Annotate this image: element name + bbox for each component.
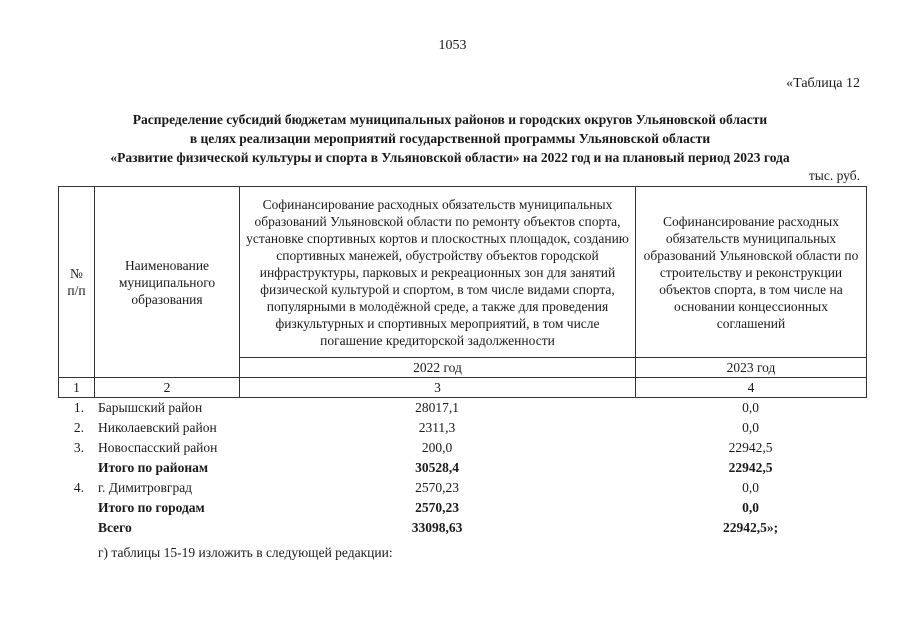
row-number	[58, 458, 94, 478]
subtotal-row-districts	[58, 458, 866, 478]
header-col-2022: Софинансирование расходных обязательств муниципальных образований Ульяновской области по ремонту объектов спорта, установке спортивных кортов и плоскостных площадок, созданию спортивных манежей, обустройству объектов городской инфраструктуры, парковых и рекреационных зон для занятий физической культурой и спортом, в том числе видами спорта, популярными в молодёжной среде, а также для проведения физкультурных и спортивных мероприятий, в том числе погашение кредиторской задолженности	[240, 187, 636, 358]
table-row	[58, 478, 866, 498]
row-value-2023: 0,0	[742, 420, 759, 435]
row-name: Всего	[98, 520, 132, 535]
row-number: 2.	[73, 420, 84, 435]
row-number: 4.	[73, 480, 84, 495]
row-value-2023: 22942,5	[728, 440, 773, 455]
row-value-2022: 30528,4	[415, 460, 459, 475]
table-reference: «Таблица 12	[786, 76, 860, 91]
subtotal-row-cities	[58, 498, 866, 518]
row-value-2022: 33098,63	[411, 520, 463, 535]
row-value-2022: 28017,1	[415, 400, 459, 415]
header-col-num: № п/п	[59, 187, 95, 378]
table-row	[58, 398, 866, 418]
title-line-1: Распределение субсидий бюджетам муниципальных районов и городских округов Ульяновской области	[132, 112, 768, 127]
index-2: 2	[95, 378, 240, 398]
row-value-2023: 22942,5	[728, 460, 773, 475]
table-header	[58, 186, 867, 398]
table-body	[58, 398, 866, 538]
row-number	[58, 498, 94, 518]
row-value-2023: 0,0	[742, 500, 759, 515]
year-2022: 2022 год	[240, 358, 636, 378]
table-row	[58, 438, 866, 458]
row-value-2022: 2311,3	[418, 420, 456, 435]
document-title	[60, 110, 840, 167]
index-4: 4	[636, 378, 867, 398]
row-name: Николаевский район	[98, 420, 217, 435]
row-value-2022: 200,0	[421, 440, 453, 455]
index-1: 1	[59, 378, 95, 398]
row-name: Итого по городам	[98, 500, 205, 515]
page-number: 1053	[438, 38, 467, 53]
row-name: Итого по районам	[98, 460, 209, 475]
row-name: Барышский район	[98, 400, 203, 415]
index-row	[59, 378, 867, 398]
title-line-3: «Развитие физической культуры и спорта в Ульяновской области» на 2022 год и на плановый период 2023 года	[110, 150, 790, 165]
row-value-2022: 2570,23	[415, 480, 459, 495]
row-number: 1.	[73, 400, 84, 415]
row-name: Новоспасский район	[98, 440, 218, 455]
header-col-2023: Софинансирование расходных обязательств муниципальных образований Ульяновской области по строительству и реконструкции объектов спорта, в том числе на основании концессионных соглашений	[636, 187, 867, 358]
row-number	[58, 518, 94, 538]
row-value-2022: 2570,23	[415, 500, 459, 515]
header-col-name: Наименование муниципального образования	[95, 187, 240, 378]
row-value-2023: 0,0	[742, 400, 759, 415]
year-2023: 2023 год	[636, 358, 867, 378]
units-label: тыс. руб.	[808, 168, 860, 183]
header-row	[59, 187, 867, 358]
title-line-2: в целях реализации мероприятий государственной программы Ульяновской области	[189, 131, 711, 146]
table-row	[58, 418, 866, 438]
footer-text: г) таблицы 15-19 изложить в следующей редакции:	[98, 545, 393, 560]
row-value-2023: 22942,5»;	[722, 520, 779, 535]
row-value-2023: 0,0	[742, 480, 759, 495]
total-row	[58, 518, 866, 538]
row-name: г. Димитровград	[98, 480, 193, 495]
index-3: 3	[240, 378, 636, 398]
row-number: 3.	[73, 440, 84, 455]
